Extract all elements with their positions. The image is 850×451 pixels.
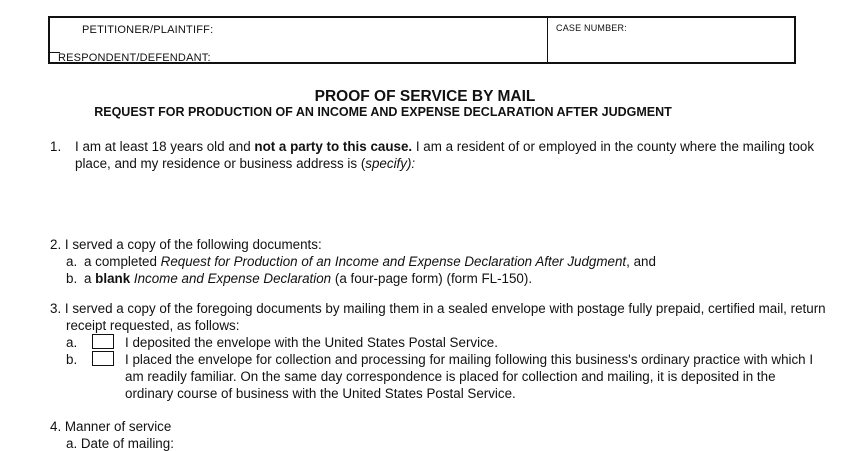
item3-a-letter: a. (66, 335, 78, 350)
petitioner-label: PETITIONER/PLAINTIFF: (82, 24, 214, 36)
case-number-label: CASE NUMBER: (556, 23, 627, 33)
item4-intro: 4. Manner of service (50, 419, 172, 434)
item2-a-text: a completed Request for Production of an Income and Expense Declaration After Judgment, and (84, 254, 656, 269)
item3-b-checkbox[interactable] (92, 351, 114, 366)
item3-a-checkbox[interactable] (92, 334, 114, 349)
item2-intro: 2. I served a copy of the following documents: (50, 237, 322, 252)
item1-number: 1. (50, 139, 62, 154)
item4-a-text: a. Date of mailing: (66, 436, 174, 451)
item3-line1: 3. I served a copy of the foregoing documents by mailing them in a sealed envelope with postage fully prepaid, certified mail, return (50, 301, 826, 316)
respondent-label: RESPONDENT/DEFENDANT: (58, 52, 211, 64)
item3-b-line1: I placed the envelope for collection and processing for mailing following this business's ordinary practice with which I (125, 352, 814, 367)
item3-b-line2: am readily familiar. On the same day correspondence is placed for collection and mailing, it is deposited in the (125, 369, 776, 384)
caption-divider (547, 16, 548, 64)
item2-b-letter: b. (66, 271, 78, 286)
item3-b-letter: b. (66, 352, 78, 367)
form-subtitle: REQUEST FOR PRODUCTION OF AN INCOME AND EXPENSE DECLARATION AFTER JUDGMENT (94, 105, 672, 119)
item1-line2: place, and my residence or business address is (specify): (75, 156, 416, 171)
form-title: PROOF OF SERVICE BY MAIL (314, 88, 536, 105)
item2-a-letter: a. (66, 254, 78, 269)
item3-a-text: I deposited the envelope with the United States Postal Service. (125, 335, 498, 350)
item2-b-text: a blank Income and Expense Declaration (a four-page form) (form FL-150). (84, 271, 533, 286)
item3-line2: receipt requested, as follows: (66, 318, 240, 333)
item1-line1: I am at least 18 years old and not a party to this cause. I am a resident of or employed in the county where the mailing took (75, 139, 815, 154)
item3-b-line3: ordinary course of business with the United States Postal Service. (125, 386, 516, 401)
caption-tick-mark (48, 52, 60, 53)
